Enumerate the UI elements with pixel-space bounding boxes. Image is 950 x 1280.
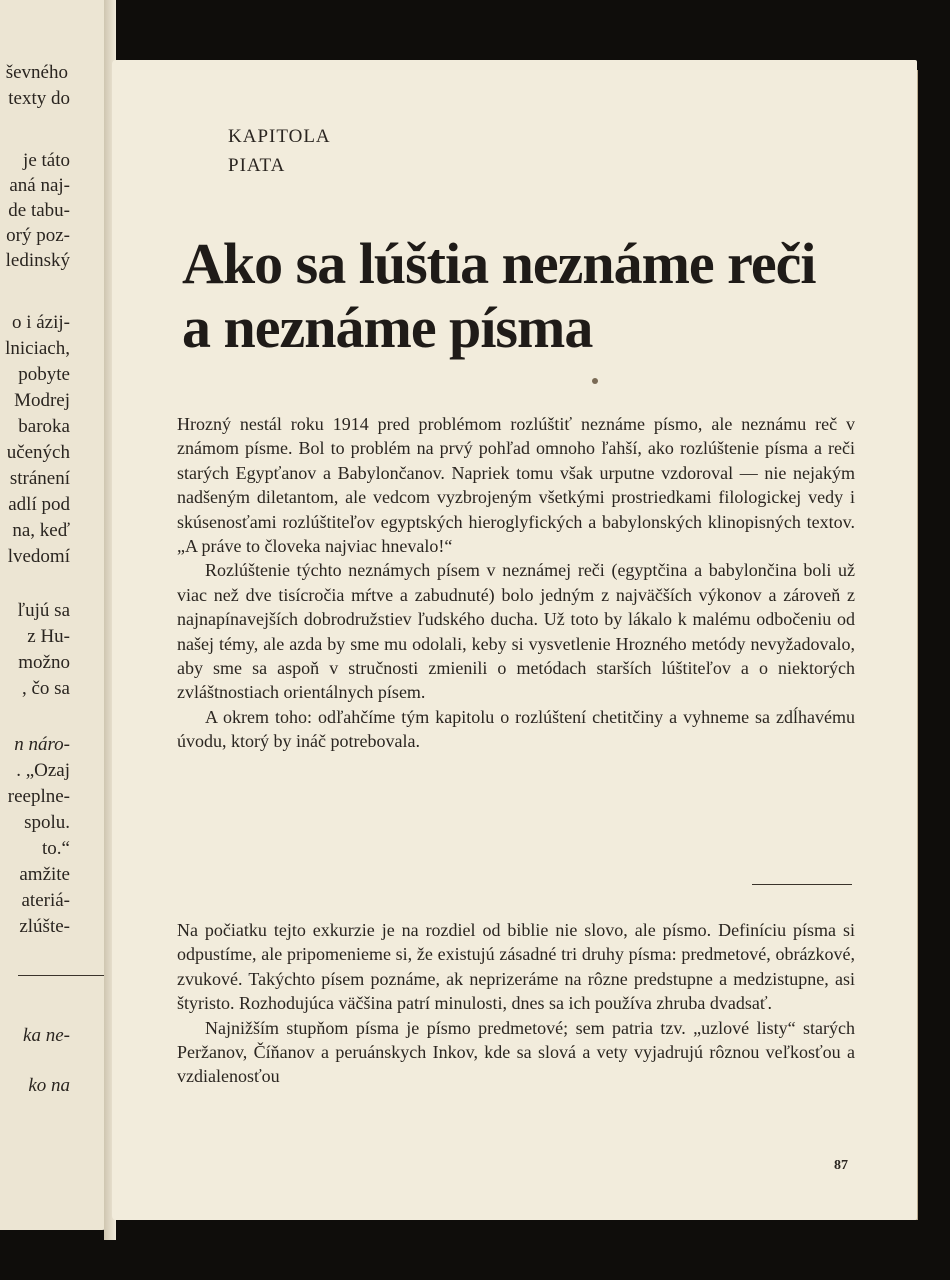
left-text-line: ševného bbox=[5, 62, 68, 83]
paragraph: A okrem toho: odľahčíme tým kapitolu o rozlúštení chetitčiny a vyhneme sa zdĺhavému úvodu, ktorý by ináč potrebovala. bbox=[177, 706, 855, 752]
left-text-line: , čo sa bbox=[21, 678, 70, 699]
paragraph: Na počiatku tejto exkurzie je na rozdiel od biblie nie slovo, ale písmo. Definíciu písma si odpustíme, ale pripomenieme si, že existujú zásadné tri druhy písma: predmetové, obrázkové, zvukové. Takýchto písem poznáme, ak neprizeráme na rôzne predstupne a medzistupne, asi štyristo. Rozhodujúca väčšina patrí minulosti, dnes sa ich používa zhruba dvadsať. bbox=[177, 920, 855, 1014]
section-one-text bbox=[177, 412, 855, 754]
section-two-text bbox=[177, 918, 855, 1089]
left-text-line: stránení bbox=[9, 468, 70, 489]
left-text-line: orý poz- bbox=[6, 225, 70, 246]
left-text-line: aná naj- bbox=[9, 175, 70, 196]
chapter-title bbox=[182, 232, 815, 360]
left-text-line: ka ne- bbox=[23, 1025, 70, 1046]
left-text-line: lniciach, bbox=[5, 338, 70, 359]
chapter-title-line2: a neznáme písma bbox=[182, 295, 593, 360]
page-number: 87 bbox=[834, 1158, 848, 1173]
left-text-line: lvedomí bbox=[7, 546, 70, 567]
left-text-line: ľujú sa bbox=[17, 600, 70, 621]
chapter-label-line1: KAPITOLA bbox=[228, 126, 331, 147]
left-page bbox=[0, 0, 108, 1230]
left-text-line: to.“ bbox=[42, 838, 70, 859]
left-separator bbox=[18, 975, 108, 976]
paragraph: Rozlúštenie týchto neznámych písem v neznámej reči (egyptčina a babylončina boli už viac než dve tisícročia mŕtve a zabudnuté) bolo jedným z najväčších výkonov a zároveň z najnapínavejších dobrodružstiev ľudského ducha. Už toto by lákalo k malému odbočeniu od našej témy, ale azda by sme mu odolali, keby si vysvetlenie Hrozného metódy nevyžadovalo, aby sme sa aspoň v stručnosti zmienili o metódach starších lúštiteľov a o niektorých zvláštnostiach orientálnych písem. bbox=[177, 560, 855, 703]
left-text-line: Modrej bbox=[14, 390, 70, 411]
left-text-line: z Hu- bbox=[27, 626, 70, 647]
chapter-label-line2: PIATA bbox=[228, 155, 286, 176]
left-text-line: n náro- bbox=[14, 734, 70, 755]
left-text-line: amžite bbox=[19, 864, 70, 885]
paragraph: Najnižším stupňom písma je písmo predmetové; sem patria tzv. „uzlové listy“ starých Peržanov, Číňanov a peruánskych Inkov, kde sa slová a vety vyjadrujú rôznou veľkosťou a vzdialenosťou bbox=[177, 1017, 855, 1087]
section-separator bbox=[752, 884, 852, 885]
left-text-line: texty do bbox=[8, 88, 70, 109]
left-text-line: reeplne- bbox=[7, 786, 70, 807]
left-text-line: . „Ozaj bbox=[16, 760, 70, 781]
left-text-line: zlúšte- bbox=[19, 916, 70, 937]
chapter-title-line1: Ako sa lúštia neznáme reči bbox=[182, 231, 816, 296]
right-page bbox=[112, 60, 917, 1220]
left-text-line: je táto bbox=[23, 150, 70, 171]
chapter-label bbox=[228, 122, 331, 180]
left-text-line: učených bbox=[6, 442, 70, 463]
left-text-line: ledinský bbox=[5, 250, 70, 271]
left-text-line: o i ázij- bbox=[11, 312, 70, 333]
left-text-line: ateriá- bbox=[21, 890, 70, 911]
left-text-line: adlí pod bbox=[8, 494, 70, 515]
left-text-line: baroka bbox=[18, 416, 70, 437]
left-text-line: na, keď bbox=[12, 520, 70, 541]
left-text-line: spolu. bbox=[24, 812, 70, 833]
left-text-line: pobyte bbox=[18, 364, 70, 385]
paragraph: Hrozný nestál roku 1914 pred problémom rozlúštiť neznáme písmo, ale neznámu reč v známom písme. Bol to problém na prvý pohľad omnoho ľahší, ako rozlúštenie písma a reči starých Egypťanov a Babylončanov. Napriek tomu však urputne vzdoroval — nie nejakým nadšeným diletantom, ale vedcom vyzbrojeným všetkými prostriedkami filologickej vedy i skúsenosťami rozlúštiteľov egyptských hieroglyfických a babylonských klinopisných textov. „A práve to človeka najviac hnevalo!“ bbox=[177, 414, 855, 557]
left-text-line: možno bbox=[18, 652, 70, 673]
left-text-line: ko na bbox=[28, 1075, 70, 1096]
ink-spot bbox=[592, 378, 598, 384]
left-text-line: de tabu- bbox=[8, 200, 70, 221]
